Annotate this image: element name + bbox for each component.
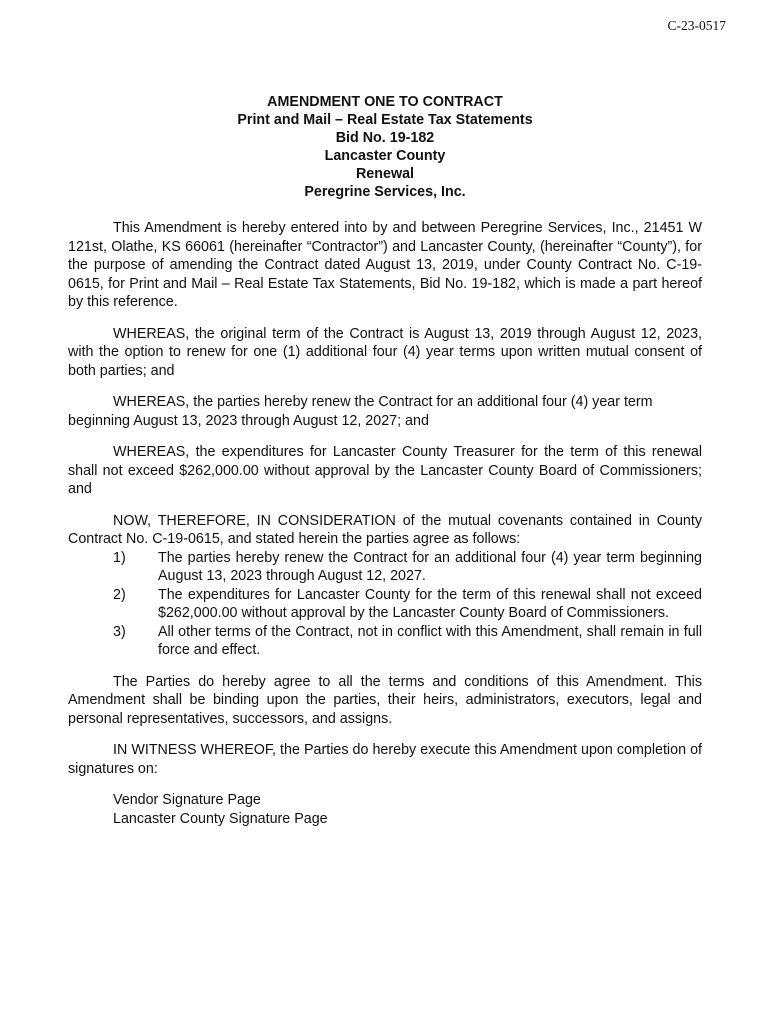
item-text: The expenditures for Lancaster County for the term of this renewal shall not exceed $262,000.00 without approval by the Lancaster County Board of Commissioners. xyxy=(158,586,702,621)
title-line: AMENDMENT ONE TO CONTRACT xyxy=(267,94,503,110)
item-number: 2) xyxy=(113,586,126,603)
document-number: C-23-0517 xyxy=(667,18,726,33)
document-body xyxy=(68,219,702,828)
agreement-paragraph: The Parties do hereby agree to all the terms and conditions of this Amendment. This Amendment shall be binding upon the parties, their heirs, administrators, executors, legal and personal representatives, successors, and assigns. xyxy=(68,673,702,727)
item-text: The parties hereby renew the Contract for an additional four (4) year term beginning August 13, 2023 through August 12, 2027. xyxy=(158,549,702,584)
signature-page-county: Lancaster County Signature Page xyxy=(113,810,328,827)
whereas-paragraph-1: WHEREAS, the original term of the Contract is August 13, 2019 through August 12, 2023, with the option to renew for one (1) additional four (4) year terms upon written mutual consent of both parties; and xyxy=(68,325,702,379)
signature-page-vendor: Vendor Signature Page xyxy=(113,792,261,808)
item-text: All other terms of the Contract, not in conflict with this Amendment, shall remain in full force and effect. xyxy=(158,623,702,658)
title-line: Print and Mail – Real Estate Tax Statements xyxy=(237,112,533,128)
title-line: Peregrine Services, Inc. xyxy=(304,184,466,200)
whereas-paragraph-2: WHEREAS, the parties hereby renew the Contract for an additional four (4) year term beginning August 13, 2023 through August 12, 2027; and xyxy=(68,394,653,429)
witness-paragraph: IN WITNESS WHEREOF, the Parties do hereby execute this Amendment upon completion of signatures on: xyxy=(68,742,702,777)
whereas-paragraph-3: WHEREAS, the expenditures for Lancaster County Treasurer for the term of this renewal shall not exceed $262,000.00 without approval by the Lancaster County Board of Commissioners; and xyxy=(68,444,702,497)
list-item xyxy=(68,623,702,660)
now-therefore-paragraph: NOW, THEREFORE, IN CONSIDERATION of the mutual covenants contained in County Contract No. C-19-0615, and stated herein the parties agree as follows: xyxy=(68,512,702,547)
list-item xyxy=(68,549,702,586)
title-line: Renewal xyxy=(355,166,414,182)
title-line: Lancaster County xyxy=(324,148,446,164)
item-number: 1) xyxy=(113,549,126,566)
title-block xyxy=(0,93,770,201)
list-item xyxy=(68,586,702,623)
title-line: Bid No. 19-182 xyxy=(335,130,435,146)
intro-paragraph: This Amendment is hereby entered into by and between Peregrine Services, Inc., 21451 W 121st, Olathe, KS 66061 (hereinafter “Contractor”) and Lancaster County, (hereinafter “County”), for the purpose of amending the Contract dated August 13, 2019, under County Contract No. C-19-0615, for Print and Mail – Real Estate Tax Statements, Bid No. 19-182, which is made a part hereof by this reference. xyxy=(68,220,702,310)
item-number: 3) xyxy=(113,623,126,640)
agreement-items-list xyxy=(68,549,702,660)
